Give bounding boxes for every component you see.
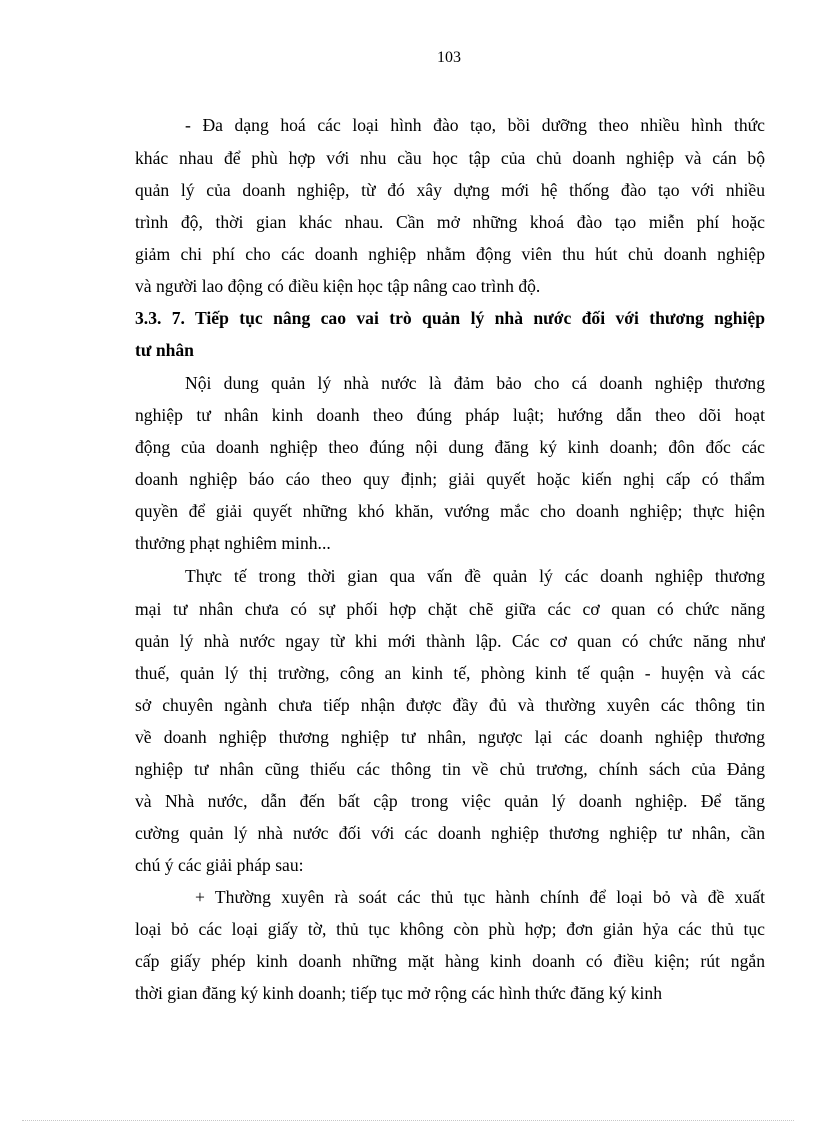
text-line: về doanh nghiệp thương nghiệp tư nhân, ngược lại các doanh nghiệp thương xyxy=(135,727,765,747)
text-line: động của doanh nghiệp theo đúng nội dung đăng ký kinh doanh; đôn đốc các xyxy=(135,437,765,457)
text-line: Nội dung quản lý nhà nước là đảm bảo cho cá doanh nghiệp thương xyxy=(185,373,765,393)
text-line: thuế, quản lý thị trường, công an kinh tế, phòng kinh tế quận - huyện và các xyxy=(135,663,765,683)
section-heading: 3.3. 7. Tiếp tục nâng cao vai trò quản lý nhà nước đối với thương nghiệp xyxy=(135,308,765,328)
text-line: Thực tế trong thời gian qua vấn đề quản lý các doanh nghiệp thương xyxy=(185,566,765,586)
text-line: quản lý nhà nước ngay từ khi mới thành lập. Các cơ quan có chức năng như xyxy=(135,631,765,651)
text-line: mại tư nhân chưa có sự phối hợp chặt chẽ giữa các cơ quan có chức năng xyxy=(135,599,765,619)
text-line: quyền để giải quyết những khó khăn, vướng mắc cho doanh nghiệp; thực hiện xyxy=(135,501,765,521)
text-line: thời gian đăng ký kinh doanh; tiếp tục mở rộng các hình thức đăng ký kinh xyxy=(135,983,663,1003)
text-line: - Đa dạng hoá các loại hình đào tạo, bồi dưỡng theo nhiều hình thức xyxy=(185,115,765,135)
text-line: cường quản lý nhà nước đối với các doanh nghiệp thương nghiệp tư nhân, cần xyxy=(135,823,765,843)
footer-divider xyxy=(22,1120,794,1121)
section-heading: tư nhân xyxy=(135,340,194,360)
text-line: nghiệp tư nhân cũng thiếu các thông tin về chủ trương, chính sách của Đảng xyxy=(135,759,765,779)
text-line: chú ý các giải pháp sau: xyxy=(135,855,304,875)
text-line: loại bỏ các loại giấy tờ, thủ tục không còn phù hợp; đơn giản hỷa các thủ tục xyxy=(135,919,765,939)
text-line: sở chuyên ngành chưa tiếp nhận được đầy đủ và thường xuyên các thông tin xyxy=(135,695,765,715)
text-line: và Nhà nước, dẫn đến bất cập trong việc quản lý doanh nghiệp. Để tăng xyxy=(135,791,765,811)
text-line: giảm chi phí cho các doanh nghiệp nhằm động viên thu hút chủ doanh nghiệp xyxy=(135,244,765,264)
text-line: quản lý của doanh nghiệp, từ đó xây dựng mới hệ thống đào tạo với nhiều xyxy=(135,180,765,200)
text-line: cấp giấy phép kinh doanh những mặt hàng kinh doanh có điều kiện; rút ngắn xyxy=(135,951,765,971)
page-number: 103 xyxy=(437,49,461,66)
text-line: nghiệp tư nhân kinh doanh theo đúng pháp luật; hướng dẫn theo dõi hoạt xyxy=(135,405,765,425)
text-line: + Thường xuyên rà soát các thủ tục hành chính để loại bỏ và đề xuất xyxy=(195,887,765,907)
text-line: trình độ, thời gian khác nhau. Cần mở những khoá đào tạo miễn phí hoặc xyxy=(135,212,765,232)
text-line: và người lao động có điều kiện học tập nâng cao trình độ. xyxy=(135,276,541,296)
text-line: doanh nghiệp báo cáo theo quy định; giải quyết hoặc kiến nghị cấp có thẩm xyxy=(135,469,765,489)
text-line: thưởng phạt nghiêm minh... xyxy=(135,533,331,553)
text-line: khác nhau để phù hợp với nhu cầu học tập của chủ doanh nghiệp và cán bộ xyxy=(135,148,765,168)
